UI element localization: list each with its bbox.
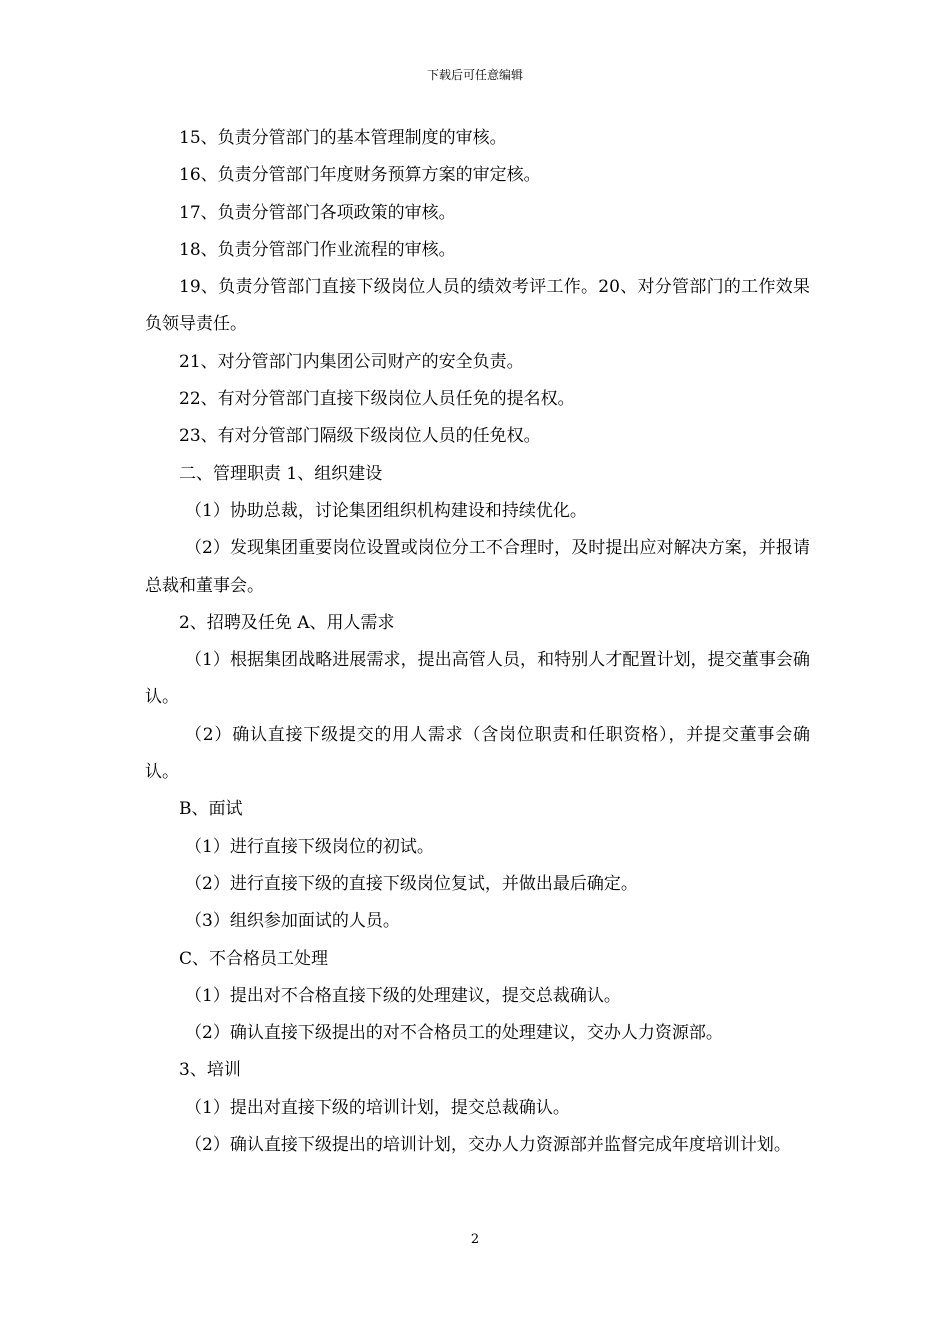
section-heading: 3、培训 xyxy=(179,1060,241,1081)
section-heading: B、面试 xyxy=(179,799,243,820)
paragraph: 18、负责分管部门作业流程的审核。 xyxy=(179,239,456,260)
paragraph: （2）发现集团重要岗位设置或岗位分工不合理时，及时提出应对解决方案，并报请总裁和董事会。 xyxy=(145,538,810,596)
section-heading: C、不合格员工处理 xyxy=(179,948,329,969)
paragraph: （1）根据集团战略进展需求，提出高管人员，和特别人才配置计划，提交董事会确认。 xyxy=(145,650,810,708)
paragraph: （2）确认直接下级提出的对不合格员工的处理建议，交办人力资源部。 xyxy=(185,1023,723,1044)
paragraph: （2）确认直接下级提出的培训计划，交办人力资源部并监督完成年度培训计划。 xyxy=(185,1135,791,1156)
paragraph: 21、对分管部门内集团公司财产的安全负责。 xyxy=(179,351,524,372)
document-body xyxy=(145,120,810,1164)
page-number: 2 xyxy=(470,1232,480,1247)
paragraph: 16、负责分管部门年度财务预算方案的审定核。 xyxy=(179,165,541,186)
paragraph: （1）提出对直接下级的培训计划，提交总裁确认。 xyxy=(185,1097,570,1118)
paragraph: 19、负责分管部门直接下级岗位人员的绩效考评工作。20、对分管部门的工作效果负领导责任。 xyxy=(145,277,810,335)
paragraph: （1）提出对不合格直接下级的处理建议，提交总裁确认。 xyxy=(185,985,621,1006)
paragraph: （1）进行直接下级岗位的初试。 xyxy=(185,836,434,857)
paragraph: （3）组织参加面试的人员。 xyxy=(185,911,400,932)
paragraph: （2）确认直接下级提交的用人需求（含岗位职责和任职资格），并提交董事会确认。 xyxy=(145,724,810,783)
paragraph: 15、负责分管部门的基本管理制度的审核。 xyxy=(179,128,507,148)
paragraph: （2）进行直接下级的直接下级岗位复试，并做出最后确定。 xyxy=(185,873,638,894)
paragraph: 23、有对分管部门隔级下级岗位人员的任免权。 xyxy=(179,426,541,447)
paragraph: 22、有对分管部门直接下级岗位人员任免的提名权。 xyxy=(179,389,575,410)
paragraph: 17、负责分管部门各项政策的审核。 xyxy=(179,202,456,223)
page-header: 下载后可任意编辑 xyxy=(426,68,523,82)
section-heading: 二、管理职责 1、组织建设 xyxy=(179,463,383,484)
section-heading: 2、招聘及任免 A、用人需求 xyxy=(179,612,395,633)
paragraph: （1）协助总裁，讨论集团组织机构建设和持续优化。 xyxy=(185,500,587,521)
